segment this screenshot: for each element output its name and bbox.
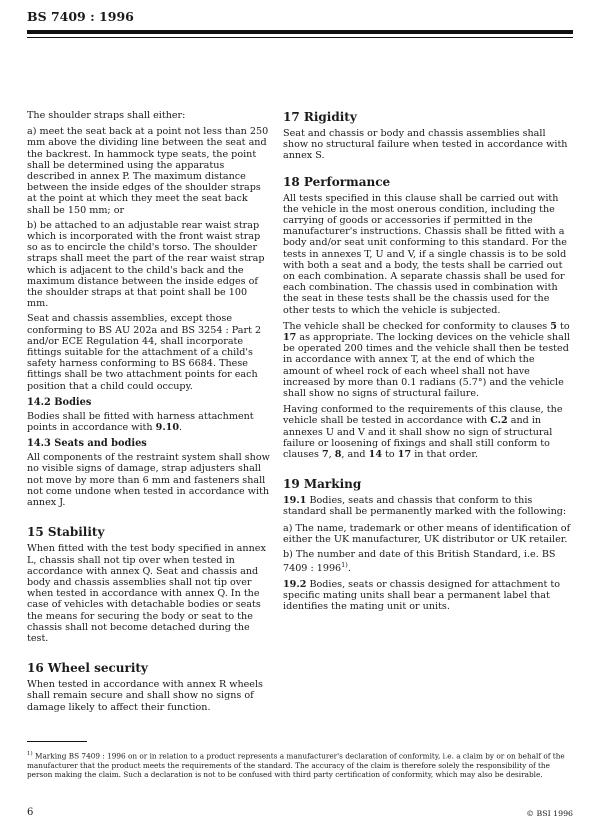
section-15-text: When fitted with the test body specified in annex L, chassis shall not tip over when tested in accordance with annex Q. Seat and chassis and body and chassis assemblies shall not tip over when tested in accordance with annex Q. In the case of vehicles with detachable bodies or seats the means for securing the body or seat to the chassis shall not become detached during the test. [27, 543, 266, 644]
section-16-text: When tested in accordance with annex R wheels shall remain secure and shall show no signs of damage likely to affect their function. [27, 679, 263, 713]
footnote [27, 750, 573, 779]
section-19-1-item-b: b) The number and date of this British Standard, i.e. BS 7409 : 1996$^{1)}$. [283, 549, 556, 575]
list-item-a: a) meet the seat back at a point not less than 250 mm above the dividing line between the seat and the backrest. In hammock type seats, the point shall be determined using the apparatus described in annex P. The maximum distance between the inside edges of the shoulder straps at the point at which they meet the seat back shall be 150 mm; or [27, 126, 269, 216]
page-number: 6 [27, 807, 34, 818]
section-18-paragraph-2: The vehicle shall be checked for conformity to clauses 5 to 17 as appropriate. The locking devices on the vehicle shall be operated 200 times and the vehicle shall then be tested in accordance with annex T, at the end of which the amount of wheel rock of each wheel shall not have increased by more than 0.1 radians (5.7°) and the vehicle shall show no signs of structural failure. [283, 320, 570, 400]
shoulder-straps-intro: The shoulder straps shall either: [27, 110, 186, 121]
right-column [283, 110, 573, 617]
section-18-paragraph-1: All tests specified in this clause shall be carried out with the vehicle in the most onerous condition, including the carrying of goods or accessories if permitted in the manufacturer's instructions. Chassis shall be fitted with a body and/or seat unit conforming to this standard. For the tests in annexes T, U and V, if a single chassis is to be sold with both a seat and a body, the tests shall be carried out on each combination. A separate chassis shall be used for each combination. The chassis used in combination with the seat in these tests shall be the chassis used for the other tests to which the vehicle is subjected. [283, 192, 567, 316]
section-19-2-text: 19.2 Bodies, seats or chassis designed for attachment to specific mating units shall bear a permanent label that identifies the mating unit or units. [283, 578, 561, 613]
list-item-b: b) be attached to an adjustable rear waist strap which is incorporated with the front waist strap so as to encircle the child's torso. The shoulder straps shall meet the part of the rear waist strap which is adjacent to the child's back and the maximum distance between the inside edges of the shoulder straps at that point shall be 100 mm. [27, 219, 265, 310]
section-16-heading: 16 Wheel security [27, 661, 148, 676]
fittings-paragraph: Seat and chassis assemblies, except those conforming to BS AU 202a and BS 3254 : Part 2 and/or ECE Regulation 44, shall incorporate fittings suitable for the attachment of a child's safety harness conforming to BS 6684. These fittings shall be two attachment points for each position that a child could occupy. [27, 313, 262, 392]
footnote-reference[interactable]: 1) [341, 561, 348, 570]
section-19-1-text: 19.1 Bodies, seats and chassis that conform to this standard shall be permanently marked with the following: [283, 495, 567, 518]
section-14-2-text: Bodies shall be fitted with harness attachment points in accordance with 9.10. [27, 410, 254, 434]
page-header-title: BS 7409 : 1996 [27, 9, 134, 24]
copyright-notice: © BSI 1996 [526, 809, 573, 818]
section-14-2-heading: 14.2 Bodies [27, 396, 92, 408]
header-rule-thick [27, 30, 573, 34]
section-15-heading: 15 Stability [27, 525, 105, 540]
section-18-heading: 18 Performance [283, 174, 391, 189]
footnote-marker: 1) [27, 751, 33, 757]
section-17-heading: 17 Rigidity [283, 110, 357, 124]
section-19-1-item-a: a) The name, trademark or other means of identification of either the UK manufacturer, UK distributor or UK retailer. [283, 522, 571, 545]
footnote-rule [27, 741, 87, 742]
section-14-3-heading: 14.3 Seats and bodies [27, 438, 147, 450]
section-17-text: Seat and chassis or body and chassis assemblies shall show no structural failure when tested in accordance with annex S. [283, 128, 568, 162]
header-rule-thin [27, 37, 573, 38]
footnote-text: Marking BS 7409 : 1996 on or in relation to a product represents a manufacturer's declaration of conformity, i.e. a claim by or on behalf of the manufacturer that the product meets the requirements of the standard. The accuracy of the claim is therefore solely the responsibility of the person making the claim. Such a declaration is not to be confused with third party certification of conformity, which may also be desirable. [27, 751, 565, 779]
clause-ref-9-10: 9.10 [155, 422, 180, 434]
section-14-3-text: All components of the restraint system shall show no visible signs of damage, strap adjusters shall not move by more than 6 mm and fasteners shall not come undone when tested in accordance with annex J. [27, 452, 270, 509]
section-18-paragraph-3: Having conformed to the requirements of this clause, the vehicle shall be tested in accordance with C.2 and in annexes U and V and it shall show no sign of structural failure or loosening of fixings and shall still conform to clauses 7, 8, and 14 to 17 in that order. [283, 404, 563, 461]
left-column [27, 110, 270, 718]
section-19-heading: 19 Marking [283, 477, 362, 492]
